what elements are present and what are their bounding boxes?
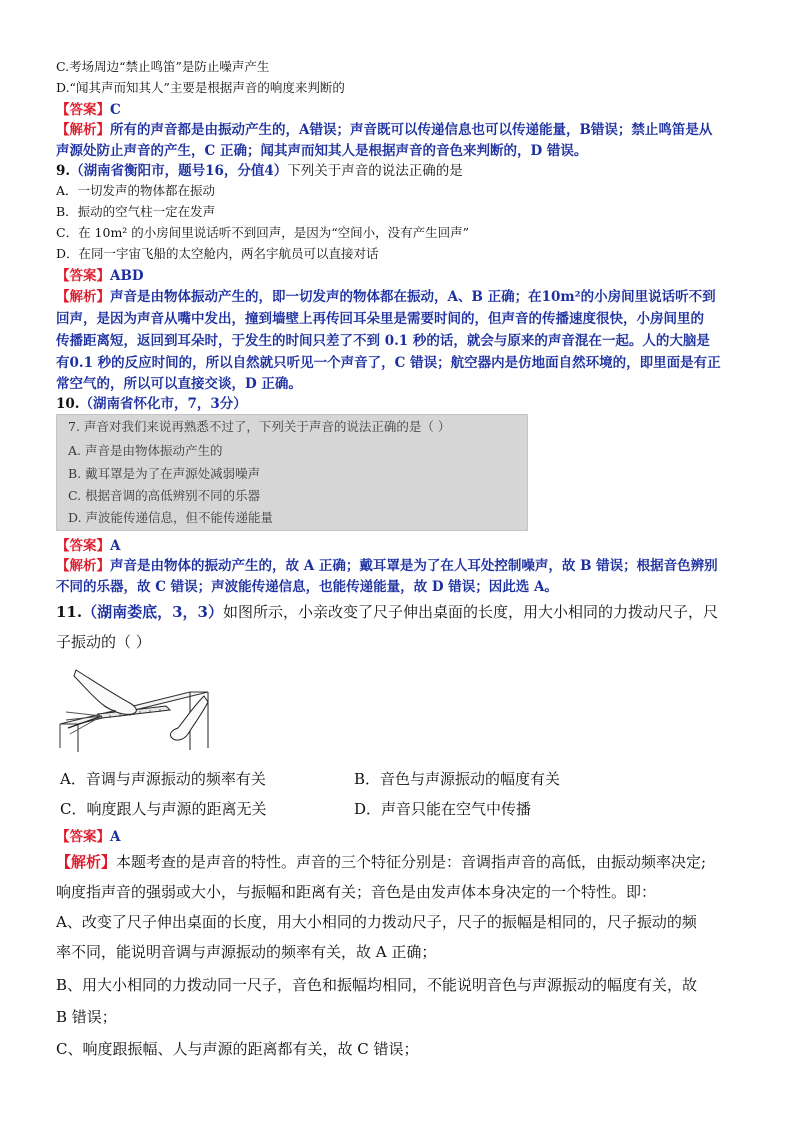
q11-option-b: B．音色与声源振动的幅度有关: [354, 770, 561, 788]
answer-value: C: [110, 102, 121, 118]
q9-analysis-line-3: 传播距离短，返回到耳朵时，于发生的时间只差了不到 0.1 秒的话，就会与原来的声音混在一起。人的大脑是: [56, 333, 710, 349]
snapshot-stem: 7. 声音对我们来说再熟悉不过了，下列关于声音的说法正确的是（ ）: [68, 419, 451, 434]
q10-analysis-line-1: 【解析】声音是由物体的振动产生的，故 A 正确；戴耳罩是为了在人耳处控制噪声，故 B 错误；根据音色辨别: [56, 558, 718, 574]
q8-option-d: D.“闻其声而知其人”主要是根据声音的响度来判断的: [56, 80, 345, 95]
q9-answer: [56, 268, 144, 284]
question-stem: 如图所示，小亲改变了尺子伸出桌面的长度，用大小相同的力拨动尺子，尺: [222, 603, 718, 621]
q11-analysis-line-4: 率不同，能说明音调与声源振动的频率有关，故 A 正确；: [56, 943, 437, 961]
answer-value: A: [110, 829, 121, 845]
question-source: （湖南省怀化市，7，3分）: [79, 396, 247, 412]
snapshot-option-d: D. 声波能传递信息，但不能传递能量: [68, 510, 274, 525]
q11-option-d: D．声音只能在空气中传播: [354, 800, 532, 818]
q10-analysis-line-2: 不同的乐器，故 C 错误；声波能传递信息，也能传递能量，故 D 错误；因此选 A。: [56, 579, 558, 595]
question-number: 9.: [56, 163, 71, 179]
q11-answer: [56, 829, 120, 845]
answer-tag: 【答案】: [56, 268, 110, 284]
q11-option-c: C．响度跟人与声源的距离无关: [60, 800, 267, 818]
analysis-tag: 【解析】: [56, 558, 110, 574]
q9-analysis-line-4: 有0.1 秒的反应时间的，所以自然就只听见一个声音了，C 错误；航空器内是仿地面自然环境的，即里面是有正: [56, 355, 721, 371]
q9-analysis-line-1: 【解析】声音是由物体振动产生的，即一切发声的物体都在振动，A、B 正确；在10m²的小房间里说话听不到: [56, 289, 716, 305]
q11-analysis-line-1: 【解析】本题考查的是声音的特性。声音的三个特征分别是：音调指声音的高低，由振动频率决定;: [56, 853, 707, 871]
q8-analysis-line-1: 【解析】所有的声音都是由振动产生的，A错误；声音既可以传递信息也可以传递能量，B错误；禁止鸣笛是从: [56, 122, 713, 138]
q11-heading: [56, 603, 718, 621]
q9-analysis-line-5: 常空气的，所以可以直接交谈，D 正确。: [56, 376, 302, 392]
ruler-on-table-illustration: [58, 662, 213, 754]
q11-option-a: A．音调与声源振动的频率有关: [60, 770, 266, 788]
answer-value: ABD: [110, 268, 144, 284]
q10-heading: [56, 396, 247, 412]
q9-heading: [56, 163, 463, 179]
analysis-tag: 【解析】: [56, 853, 117, 871]
q10-question-snapshot: [56, 414, 528, 531]
q8-option-c: C.考场周边“禁止鸣笛”是防止噪声产生: [56, 59, 270, 74]
analysis-tag: 【解析】: [56, 289, 110, 305]
q8-analysis-line-2: 声源处防止声音的产生，C 正确；闻其声而知其人是根据声音的音色来判断的，D 错误。: [56, 143, 588, 159]
question-stem: 下列关于声音的说法正确的是: [287, 163, 463, 179]
q10-answer: [56, 538, 120, 554]
answer-tag: 【答案】: [56, 829, 110, 845]
snapshot-option-b: B. 戴耳罩是为了在声源处减弱噪声: [68, 466, 261, 481]
q11-analysis-line-2: 响度指声音的强弱或大小，与振幅和距离有关；音色是由发声体本身决定的一个特性。即：: [56, 883, 657, 901]
snapshot-option-c: C. 根据音调的高低辨别不同的乐器: [68, 488, 261, 503]
question-source: （湖南省衡阳市，题号16，分值4）: [70, 163, 288, 179]
question-number: 10.: [56, 396, 80, 412]
question-number: 11.: [56, 603, 83, 621]
analysis-tag: 【解析】: [56, 122, 110, 138]
q9-option-a: A．一切发声的物体都在振动: [56, 183, 216, 198]
q11-analysis-line-6: B 错误；: [56, 1008, 117, 1026]
answer-tag: 【答案】: [56, 538, 110, 554]
answer-tag: 【答案】: [56, 102, 110, 118]
question-source: （湖南娄底，3，3）: [82, 603, 223, 621]
answer-value: A: [110, 538, 121, 554]
q11-stem-line-2: 子振动的（ ）: [56, 633, 151, 651]
q11-analysis-line-7: C、响度跟振幅、人与声源的距离都有关，故 C 错误；: [56, 1040, 419, 1058]
snapshot-option-a: A. 声音是由物体振动产生的: [68, 443, 223, 458]
q9-option-b: B．振动的空气柱一定在发声: [56, 204, 216, 219]
q9-option-d: D．在同一宇宙飞船的太空舱内，两名宇航员可以直接对话: [56, 246, 379, 261]
q9-analysis-line-2: 回声，是因为声音从嘴中发出，撞到墙壁上再传回耳朵里是需要时间的，但声音的传播速度很快，小房间里的: [56, 311, 704, 327]
q9-option-c: C．在 10m² 的小房间里说话听不到回声，是因为“空间小，没有产生回声”: [56, 225, 470, 240]
q8-answer: [56, 102, 121, 118]
q11-analysis-line-5: B、用大小相同的力拨动同一尺子，音色和振幅均相同，不能说明音色与声源振动的幅度有关，故: [56, 976, 698, 994]
q11-analysis-line-3: A、改变了尺子伸出桌面的长度，用大小相同的力拨动尺子，尺子的振幅是相同的，尺子振动的频: [56, 913, 697, 931]
